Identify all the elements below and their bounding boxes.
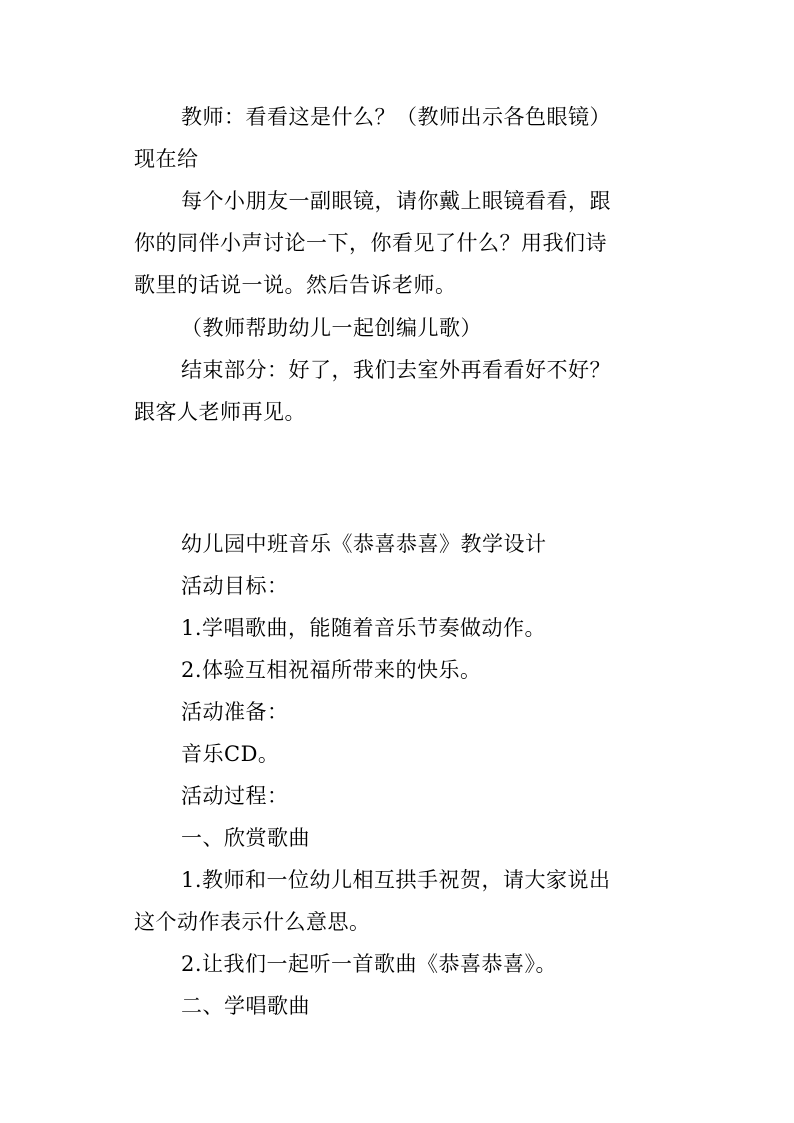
document-title: 幼儿园中班音乐《恭喜恭喜》教学设计 (181, 532, 547, 556)
paragraph-line: 歌里的话说一说。然后告诉老师。 (134, 273, 457, 297)
subsection-heading: 一、欣赏歌曲 (181, 826, 310, 850)
list-item: 这个动作表示什么意思。 (134, 910, 371, 934)
section-heading: 活动过程： (181, 784, 289, 808)
section-heading: 活动准备： (181, 700, 289, 724)
list-item: 2.让我们一起听一首歌曲《恭喜恭喜》。 (181, 952, 558, 976)
list-item: 2.体验互相祝福所带来的快乐。 (181, 658, 482, 682)
paragraph-line: 结束部分：好了，我们去室外再看看好不好？ (181, 358, 611, 382)
list-item: 1.教师和一位幼儿相互拱手祝贺，请大家说出 (181, 868, 611, 892)
list-item: 音乐CD。 (181, 742, 280, 766)
paragraph-line: （教师帮助幼儿一起创编儿歌） (181, 316, 482, 340)
paragraph-line: 现在给 (134, 147, 199, 171)
subsection-heading: 二、学唱歌曲 (181, 994, 310, 1018)
paragraph-line: 你的同伴小声讨论一下，你看见了什么？用我们诗 (134, 231, 607, 255)
paragraph-line: 跟客人老师再见。 (134, 400, 306, 424)
list-item: 1.学唱歌曲，能随着音乐节奏做动作。 (181, 616, 547, 640)
paragraph-line: 每个小朋友一副眼镜，请你戴上眼镜看看，跟 (181, 189, 611, 213)
section-heading: 活动目标： (181, 574, 289, 598)
paragraph-line: 教师：看看这是什么？（教师出示各色眼镜） (181, 105, 611, 129)
